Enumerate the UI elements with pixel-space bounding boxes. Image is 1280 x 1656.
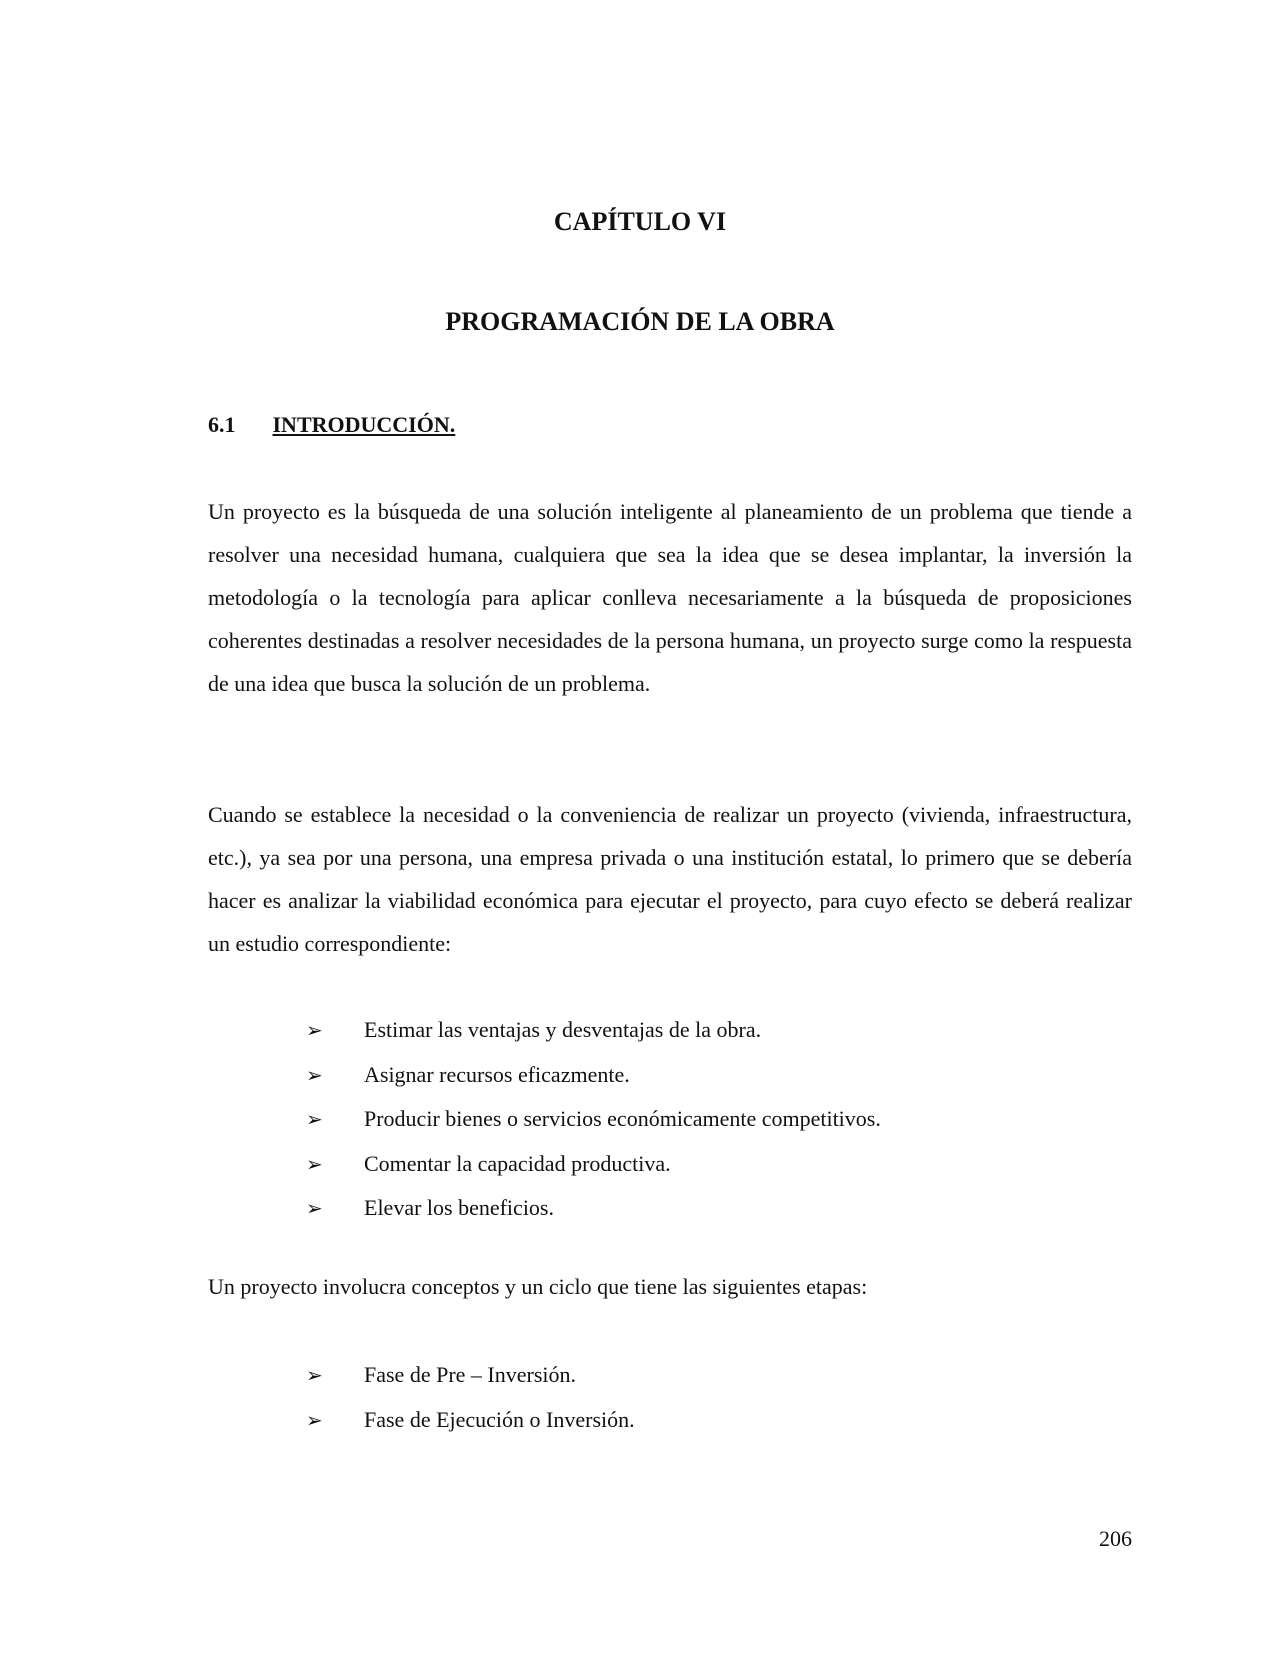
list-item-text: Producir bienes o servicios económicamente competitivos. (364, 1106, 881, 1131)
list-item-text: Fase de Ejecución o Inversión. (364, 1406, 635, 1432)
paragraph-viability: Cuando se establece la necesidad o la conveniencia de realizar un proyecto (vivienda, infraestructura, etc.), ya sea por una persona, una empresa privada o una institución estatal, lo primero que se debería hacer es analizar la viabilidad económica para ejecutar el proyecto, para cuyo efecto se deberá realizar un estudio correspondiente: (208, 802, 1132, 956)
arrow-bullet-icon: ➢ (306, 1107, 323, 1131)
arrow-bullet-icon: ➢ (306, 1196, 323, 1220)
arrow-bullet-icon: ➢ (306, 1018, 323, 1042)
section-heading (208, 410, 455, 440)
paragraph-intro: Un proyecto es la búsqueda de una solución inteligente al planeamiento de un problema que tiende a resolver una necesidad humana, cualquiera que sea la idea que se desea implantar, la inversión la metodología o la tecnología para aplicar conlleva necesariamente a la búsqueda de proposiciones coherentes destinadas a resolver necesidades de la persona humana, un proyecto surge como la respuesta de una idea que busca la solución de un problema. (208, 499, 1132, 696)
chapter-subtitle: PROGRAMACIÓN DE LA OBRA (445, 307, 835, 336)
list-item (306, 1353, 635, 1398)
list-item-text: Asignar recursos eficazmente. (364, 1061, 630, 1087)
list-item (306, 1142, 881, 1187)
page-number: 206 (1099, 1526, 1132, 1551)
section-title: INTRODUCCIÓN. (272, 412, 456, 437)
arrow-bullet-icon: ➢ (306, 1407, 323, 1432)
chapter-title: CAPÍTULO VI (553, 207, 727, 236)
list-item (306, 1008, 881, 1053)
section-number: 6.1 (208, 412, 236, 437)
arrow-bullet-icon: ➢ (306, 1062, 323, 1087)
arrow-bullet-icon: ➢ (306, 1363, 323, 1387)
list-item (306, 1398, 635, 1443)
list-item-text: Elevar los beneficios. (364, 1195, 554, 1220)
paragraph-phases: Un proyecto involucra conceptos y un ciclo que tiene las siguientes etapas: (208, 1274, 868, 1299)
list-item (306, 1053, 881, 1098)
list-item-text: Comentar la capacidad productiva. (364, 1150, 671, 1176)
list-item-text: Estimar las ventajas y desventajas de la obra. (364, 1017, 762, 1042)
phases-list (306, 1353, 635, 1442)
list-item-text: Fase de Pre – Inversión. (364, 1362, 577, 1387)
study-list (306, 1008, 881, 1231)
list-item (306, 1097, 881, 1142)
arrow-bullet-icon: ➢ (306, 1151, 323, 1176)
list-item (306, 1186, 881, 1231)
